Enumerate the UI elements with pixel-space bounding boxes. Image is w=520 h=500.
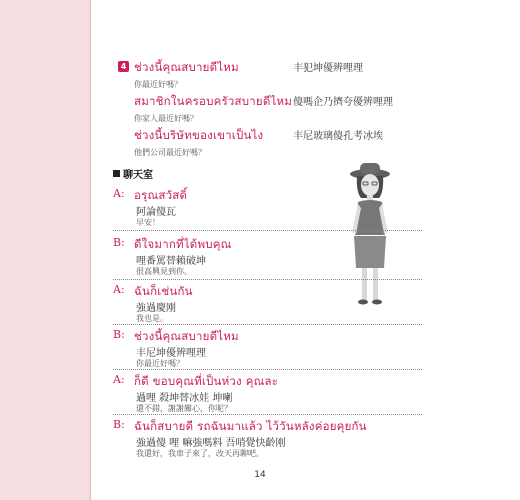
page-number: 14 [254, 470, 266, 480]
dialogue-chinese: 早安！ [136, 218, 160, 227]
dotted-divider [113, 324, 422, 325]
question-thai: ช่วงนี้บริษัทของเขาเป็นไง [134, 128, 264, 142]
speaker-label: B: [113, 328, 125, 341]
section-number-badge: 4 [118, 61, 129, 72]
chat-room-heading [113, 166, 153, 181]
dialogue-thai: ช่วงนี้คุณสบายดีไหม [134, 329, 239, 343]
woman-illustration [330, 160, 410, 310]
question-3 [134, 127, 263, 158]
dialogue-thai: ฉันก็สบายดี รถฉันมาแล้ว ไว้วันหลังค่อยคุยกัน [134, 419, 367, 433]
left-margin-band [0, 0, 90, 500]
dialogue-thai: ฉันก็เช่นกัน [134, 284, 193, 298]
question-1 [134, 59, 239, 90]
dialogue-phonetic: 強過慶刚 [136, 303, 176, 314]
question-phonetic: 丰尼玻璃傻孔考冰埃 [293, 131, 383, 142]
question-thai: สมาชิกในครอบครัวสบายดีไหม [134, 94, 293, 108]
dialogue-phonetic: 哩番罵替賴破坤 [136, 256, 206, 267]
margin-rule [90, 0, 91, 500]
question-2 [134, 93, 292, 124]
dialogue-chinese: 我還好，我車子來了，改天再聊吧。 [136, 449, 264, 458]
dotted-divider [113, 279, 422, 280]
dialogue-phonetic: 阿論傻瓦 [136, 207, 176, 218]
chat-room-title: 聊天室 [123, 170, 153, 181]
speaker-label: A: [113, 187, 125, 200]
dialogue-phonetic: 強過傻 哩 嘛強嗎料 吾哨覺快齡刚 [136, 438, 286, 449]
dialogue-phonetic: 過哩 殺坤替冰娃 坤喇 [136, 393, 233, 404]
question-chinese: 你最近好嗎？ [134, 80, 182, 89]
dialogue-chinese: 很高興見到你。 [136, 267, 192, 276]
question-phonetic: 丰犯坤優辨哩理 [293, 63, 363, 74]
dialogue-chinese: 我也是。 [136, 314, 168, 323]
speaker-label: B: [113, 236, 125, 249]
dialogue-thai: ดีใจมากที่ได้พบคุณ [134, 237, 232, 251]
dialogue-chinese: 還不錯，謝謝關心，你呢？ [136, 404, 232, 413]
speaker-label: B: [113, 418, 125, 431]
dotted-divider [113, 369, 422, 370]
dialogue-phonetic: 丰尼坤優辨哩理 [136, 348, 206, 359]
dotted-divider [113, 414, 422, 415]
speaker-label: A: [113, 373, 125, 386]
square-bullet-icon [113, 170, 120, 177]
dialogue-chinese: 你最近好嗎？ [136, 359, 184, 368]
question-phonetic: 傻嗎企乃擠夸優辨哩理 [293, 97, 393, 108]
speaker-label: A: [113, 283, 125, 296]
dotted-divider [113, 230, 422, 231]
dialogue-thai: ก็ดี ขอบคุณที่เป็นห่วง คุณละ [134, 374, 279, 388]
question-chinese: 你家人最近好嗎？ [134, 114, 198, 123]
question-thai: ช่วงนี้คุณสบายดีไหม [134, 60, 239, 74]
dialogue-thai: อรุณสวัสดิ์ [134, 188, 188, 202]
question-chinese: 他們公司最近好嗎？ [134, 148, 206, 157]
